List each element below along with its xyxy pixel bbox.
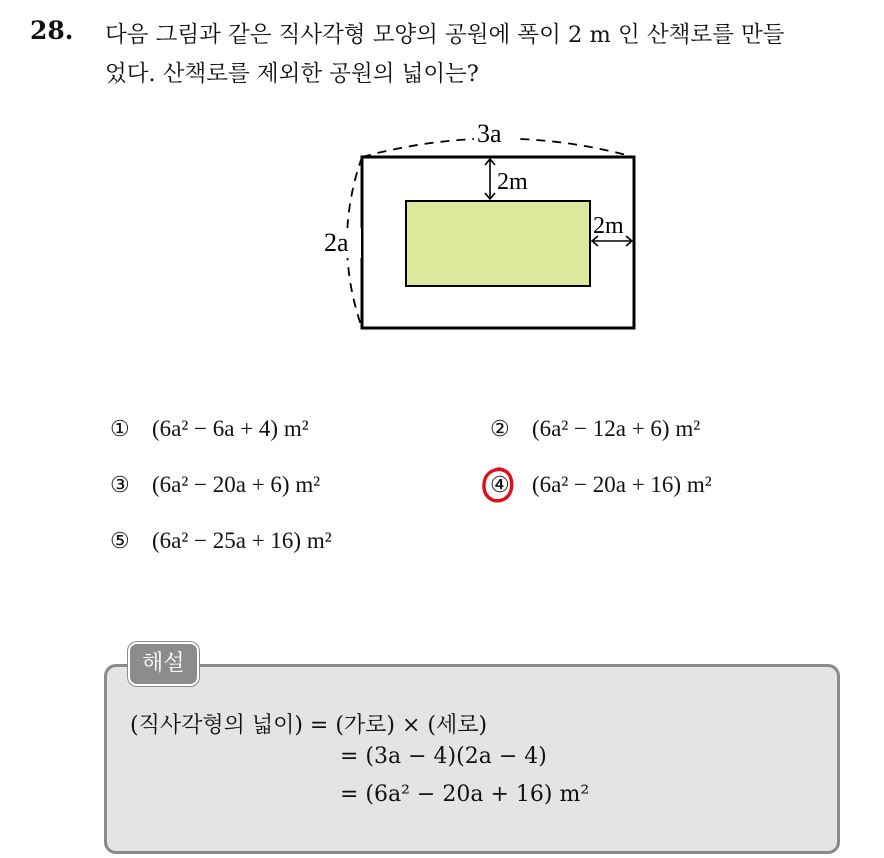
- side-dimension-label: 2a: [324, 228, 349, 257]
- question-text-line1: 다음 그림과 같은 직사각형 모양의 공원에 폭이 2 m 인 산책로를 만들: [105, 22, 785, 48]
- choice-2-expression: (6a² − 12a + 6) m²: [532, 416, 701, 441]
- choice-3-expression: (6a² − 20a + 6) m²: [152, 472, 321, 497]
- choice-2[interactable]: [490, 416, 700, 442]
- solution-line-3: = (6a² − 20a + 16) m²: [340, 782, 590, 807]
- choice-5-number: ⑤: [110, 529, 130, 554]
- choice-3-number: ③: [110, 473, 130, 498]
- choice-4-expression: (6a² − 20a + 16) m²: [532, 472, 712, 497]
- choice-1-expression: (6a² − 6a + 4) m²: [152, 416, 309, 441]
- top-path-width-label: 2m: [497, 169, 528, 195]
- question-text-line2: 었다. 산책로를 제외한 공원의 넓이는?: [105, 61, 479, 87]
- choice-1-number: ①: [110, 417, 130, 442]
- choice-4[interactable]: [490, 472, 712, 498]
- solution-line-2: = (3a − 4)(2a − 4): [340, 744, 547, 769]
- solution-tag: 해설: [128, 642, 199, 686]
- choice-3[interactable]: [110, 472, 320, 498]
- choice-4-number: ④: [490, 473, 510, 498]
- right-path-width-label: 2m: [593, 213, 624, 239]
- solution-line-1: (직사각형의 넓이) = (가로) × (세로): [130, 713, 488, 738]
- choice-1[interactable]: [110, 416, 309, 442]
- choice-5-expression: (6a² − 25a + 16) m²: [152, 528, 332, 553]
- park-figure: [300, 110, 650, 340]
- inner-park-rect: [406, 201, 590, 286]
- choice-5[interactable]: [110, 528, 332, 554]
- top-dimension-label: 3a: [477, 119, 502, 148]
- choice-2-number: ②: [490, 417, 510, 442]
- question-number: 28.: [30, 16, 74, 45]
- answer-mark-circle: [481, 465, 515, 505]
